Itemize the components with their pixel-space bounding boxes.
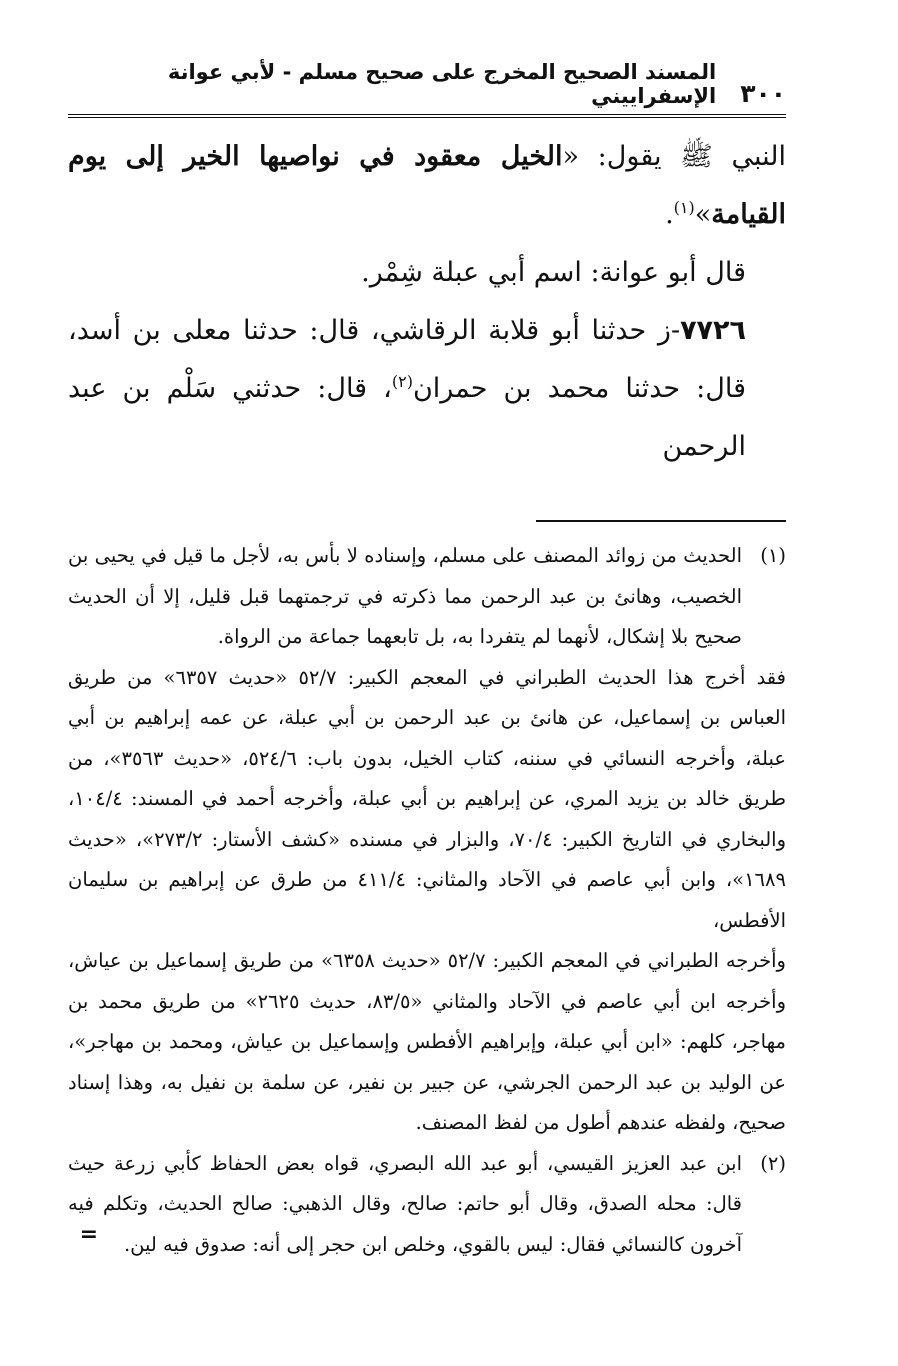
main-p1-prefix: النبي ﷺ يقول: «	[562, 141, 786, 172]
main-p3-text-a: -ز حدثنا أبو قلابة الرقاشي، قال: حدثنا معلى بن أسد، قال: حدثنا محمد بن حمران	[68, 315, 746, 404]
footnote-body-1	[68, 536, 787, 1144]
footnote-1	[68, 536, 786, 1144]
main-paragraph-3	[68, 302, 786, 476]
footnote-body-2	[68, 1144, 742, 1266]
page	[68, 60, 786, 1265]
p1-end: .	[665, 199, 674, 230]
footnote-1-paragraph-2: فقد أخرج هذا الحديث الطبراني في المعجم الكبير: ٥٢/٧ «حديث ٦٣٥٧» من طريق العباس بن إسماعيل، عن هانئ بن عبد الرحمن بن أبي عبلة، عن عمه إبراهيم بن أبي عبلة، وأخرجه النسائي في سننه، كتاب الخيل، بدون باب: ٥٢٤/٦، «حديث ٣٥٦٣»، من طريق خالد بن يزيد المري، عن إبراهيم بن أبي عبلة، وأخرجه أحمد في المسند: ١٠٤/٤، والبخاري في التاريخ الكبير: ٧٠/٤، والبزار في مسنده «كشف الأستار: ٢٧٣/٢»، «حديث ١٦٨٩»، وابن أبي عاصم في الآحاد والمثاني: ٤١١/٤ من طرق عن إبراهيم بن سليمان الأفطس،	[68, 665, 786, 932]
hadith-quote: الخيل معقود في نواصيها الخير إلى يوم القيامة	[68, 141, 786, 230]
quote-close: »	[694, 199, 712, 230]
page-number: ٣٠٠	[740, 79, 786, 108]
running-header	[68, 60, 786, 118]
footnote-ref-2[interactable]: (٢)	[391, 372, 413, 391]
main-paragraph-2: قال أبو عوانة: اسم أبي عبلة شِمْر.	[361, 257, 746, 288]
running-title: المسند الصحيح المخرج على صحيح مسلم - لأبي عوانة الإسفراييني	[167, 60, 717, 108]
footnote-2	[68, 1144, 786, 1266]
footnote-1-paragraph-1: الحديث من زوائد المصنف على مسلم، وإسناده لا بأس به، لأجل ما قيل في يحيى بن الخصيب، وهانئ بن عبد الرحمن مما ذكرته في ترجمتهما قبل قليل، إلا أن الحديث صحيح بلا إشكال، لأنهما لم يتفردا به، بل تابعهما جماعة من الرواة.	[68, 544, 742, 648]
main-p3-text-b: ، قال: حدثني سَلْم بن عبد الرحمن	[68, 373, 746, 462]
main-text	[68, 128, 786, 476]
footnote-2-paragraph-1: ابن عبد العزيز القيسي، أبو عبد الله البصري، قواه بعض الحفاظ كأبي زرعة حيث قال: محله الصدق، وقال أبو حاتم: صالح، وقال الذهبي: صالح الحديث، وتكلم فيه آخرون كالنسائي فقال: ليس بالقوي، وخلص ابن حجر إلى أنه: صدوق فيه لين.	[68, 1151, 742, 1256]
footnotes	[68, 536, 786, 1265]
footnote-mark-1: (١)	[760, 544, 786, 567]
footnote-mark-2: (٢)	[760, 1151, 786, 1175]
hadith-number: ٧٧٢٦	[680, 315, 746, 346]
footnote-separator	[536, 520, 786, 522]
footnote-ref-1[interactable]: (١)	[673, 198, 695, 217]
footnote-1-paragraph-3: وأخرجه الطبراني في المعجم الكبير: ٥٢/٧ «حديث ٦٣٥٨» من طريق إسماعيل بن عياش، وأخرجه ابن أبي عاصم في الآحاد والمثاني «٨٣/٥، حديث ٢٦٢٥» من طريق محمد بن مهاجر، كلهم: «ابن أبي عبلة، وإبراهيم الأفطس وإسماعيل بن عياش، ومحمد بن مهاجر»، عن الوليد بن عبد الرحمن الجرشي، عن جبير بن نفير، عن سلمة بن نفيل به، وهذا إسناد صحيح، ولفظه عندهم أطول من لفظ المصنف.	[68, 949, 787, 1134]
main-paragraph-1	[68, 128, 786, 244]
continuation-mark: =	[79, 1222, 98, 1247]
